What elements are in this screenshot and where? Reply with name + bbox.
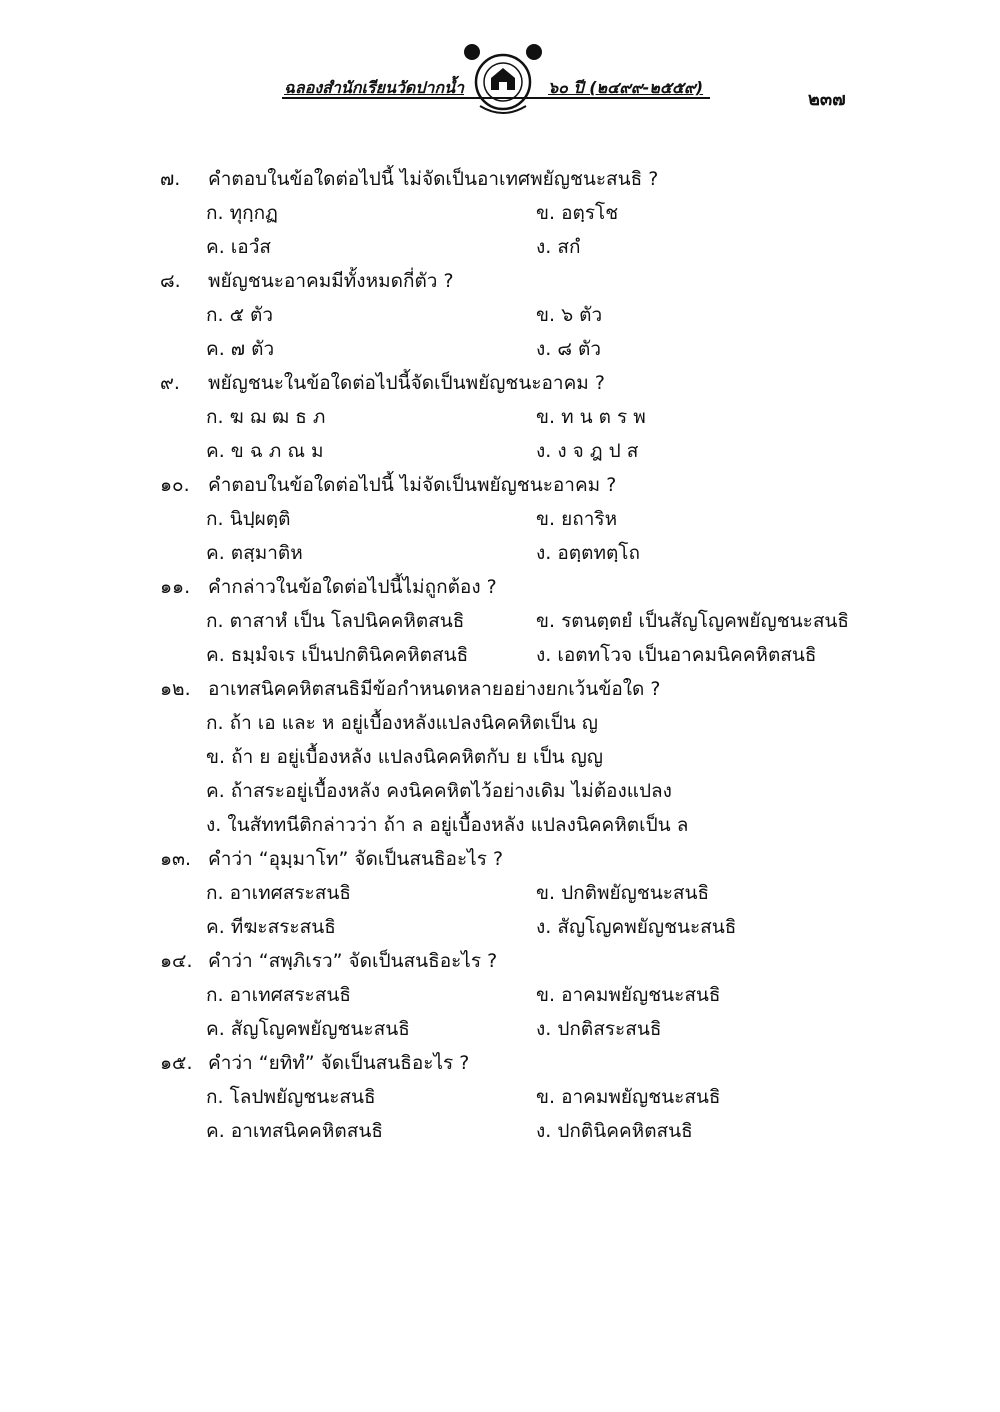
question-8 xyxy=(160,264,880,366)
question-number: ๑๑. xyxy=(160,576,191,598)
question-text: คำตอบในข้อใดต่อไปนี้ ไม่จัดเป็นพยัญชนะอาคม ? xyxy=(208,474,617,496)
question-number: ๗. xyxy=(160,168,181,190)
header-divider xyxy=(282,97,710,99)
option-d: ง. สัญโญคพยัญชนะสนธิ xyxy=(536,916,737,938)
option-c: ค. ๗ ตัว xyxy=(206,338,275,360)
question-number: ๑๒. xyxy=(160,678,191,700)
option-d: ง. ๘ ตัว xyxy=(536,338,602,360)
option-a: ก. ๕ ตัว xyxy=(206,304,274,326)
temple-seal-emblem xyxy=(458,40,548,120)
question-number: ๙. xyxy=(160,372,180,394)
option-b: ข. อาคมพยัญชนะสนธิ xyxy=(536,984,721,1006)
option-b: ข. ยถาริห xyxy=(536,508,618,530)
option-a: ก. ทุกฺกฏ xyxy=(206,202,278,224)
question-text: คำตอบในข้อใดต่อไปนี้ ไม่จัดเป็นอาเทศพยัญชนะสนธิ ? xyxy=(208,168,659,190)
option-a: ก. อาเทศสระสนธิ xyxy=(206,882,351,904)
question-10 xyxy=(160,468,880,570)
option-c: ค. อาเทสนิคคหิตสนธิ xyxy=(206,1120,383,1142)
option-c: ค. เอวํส xyxy=(206,236,271,258)
option-c: ค. ทีฆะสระสนธิ xyxy=(206,916,336,938)
option-b: ข. ท น ต ร พ xyxy=(536,406,646,428)
question-text: คำกล่าวในข้อใดต่อไปนี้ไม่ถูกต้อง ? xyxy=(208,576,497,598)
question-list xyxy=(160,162,880,1148)
question-14 xyxy=(160,944,880,1046)
option-b: ข. อตฺรโช xyxy=(536,202,619,224)
option-c: ค. ธมฺมํจเร เป็นปกตินิคคหิตสนธิ xyxy=(206,644,469,666)
option-d: ง. เอตทโวจ เป็นอาคมนิคคหิตสนธิ xyxy=(536,644,817,666)
option-b: ข. ๖ ตัว xyxy=(536,304,603,326)
option-c: ค. สัญโญคพยัญชนะสนธิ xyxy=(206,1018,410,1040)
question-number: ๑๐. xyxy=(160,474,190,496)
question-text: พยัญชนะอาคมมีทั้งหมดกี่ตัว ? xyxy=(208,270,454,292)
option-a: ก. อาเทศสระสนธิ xyxy=(206,984,351,1006)
option-d: ง. ง จ ฎ ป ส xyxy=(536,440,639,462)
option-d: ง. อตฺตทตฺโถ xyxy=(536,542,641,564)
option-c: ค. ตสฺมาติห xyxy=(206,542,303,564)
question-text: คำว่า “อุมฺมาโท” จัดเป็นสนธิอะไร ? xyxy=(208,848,504,870)
question-text: พยัญชนะในข้อใดต่อไปนี้จัดเป็นพยัญชนะอาคม ? xyxy=(208,372,605,394)
option-a: ก. โลปพยัญชนะสนธิ xyxy=(206,1086,376,1108)
question-text: คำว่า “สพฺภิเรว” จัดเป็นสนธิอะไร ? xyxy=(208,950,498,972)
header-left-title: ฉลองสำนักเรียนวัดปากน้ำ xyxy=(284,78,464,97)
question-text: คำว่า “ยทิทํ” จัดเป็นสนธิอะไร ? xyxy=(208,1052,470,1074)
question-12 xyxy=(160,672,880,842)
option-a: ก. ถ้า เอ และ ห อยู่เบื้องหลังแปลงนิคคหิตเป็น ญ xyxy=(206,712,598,734)
page-number: ๒๓๗ xyxy=(808,89,846,110)
question-number: ๑๕. xyxy=(160,1052,193,1074)
question-13 xyxy=(160,842,880,944)
option-b: ข. ถ้า ย อยู่เบื้องหลัง แปลงนิคคหิตกับ ย เป็น ญญ xyxy=(206,746,603,768)
option-b: ข. อาคมพยัญชนะสนธิ xyxy=(536,1086,721,1108)
option-c: ค. ข ฉ ภ ณ ม xyxy=(206,440,324,462)
question-9 xyxy=(160,366,880,468)
question-15 xyxy=(160,1046,880,1148)
option-d: ง. ปกติสระสนธิ xyxy=(536,1018,662,1040)
question-text: อาเทสนิคคหิตสนธิมีข้อกำหนดหลายอย่างยกเว้นข้อใด ? xyxy=(208,678,661,700)
question-number: ๑๓. xyxy=(160,848,192,870)
option-b: ข. รตนตฺตยํ เป็นสัญโญคพยัญชนะสนธิ xyxy=(536,610,849,632)
option-a: ก. นิปฺผตฺติ xyxy=(206,508,291,530)
option-c: ค. ถ้าสระอยู่เบื้องหลัง คงนิคคหิตไว้อย่างเดิม ไม่ต้องแปลง xyxy=(206,780,672,802)
option-a: ก. ฆ ฌ ฒ ธ ภ xyxy=(206,406,326,428)
question-number: ๘. xyxy=(160,270,181,292)
header-center-title: ๖๐ ปี (๒๔๙๙-๒๕๕๙) xyxy=(548,78,704,97)
option-a: ก. ตาสาหํ เป็น โลปนิคคหิตสนธิ xyxy=(206,610,465,632)
option-d: ง. ในสัททนีติกล่าวว่า ถ้า ล อยู่เบื้องหลัง แปลงนิคคหิตเป็น ล xyxy=(206,814,689,836)
question-11 xyxy=(160,570,880,672)
option-d: ง. ปกตินิคคหิตสนธิ xyxy=(536,1120,693,1142)
question-number: ๑๔. xyxy=(160,950,193,972)
question-7 xyxy=(160,162,880,264)
option-d: ง. สกํ xyxy=(536,236,581,258)
option-b: ข. ปกติพยัญชนะสนธิ xyxy=(536,882,710,904)
